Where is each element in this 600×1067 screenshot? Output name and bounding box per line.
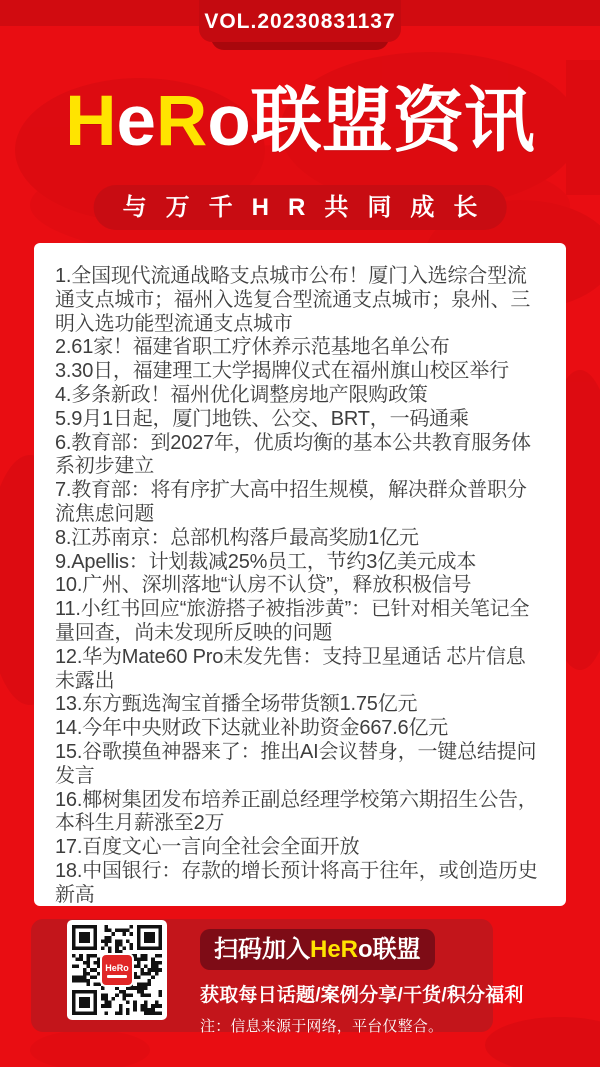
news-item: 15.谷歌摸鱼神器来了：推出AI会议替身，一键总结提问发言 [55,740,537,787]
join-banner-prefix: 扫码加入 [214,936,310,963]
news-item: 6.教育部：到2027年，优质均衡的基本公共教育服务体系初步建立 [55,431,531,478]
news-item: 11.小红书回应“旅游搭子被指涉黄”：已针对相关笔记全量回查，尚未发现所反映的问题 [55,598,530,644]
news-item: 7.教育部：将有序扩大高中招生规模，解决群众普职分流焦虑问题 [55,479,527,525]
news-item: 12.华为Mate60 Pro未发先售：支持卫星通话 芯片信息未露出 [55,645,526,692]
title-letter-h: H [65,82,117,161]
news-item: 18.中国银行：存款的增长预计将高于往年，或创造历史新高 [55,859,538,906]
news-item: 8.江苏南京：总部机构落戶最高奖励1亿元 [55,526,419,549]
news-item: 13.东方甄选淘宝首播全场带货额1.75亿元 [55,693,418,716]
news-item: 14.今年中央财政下达就业补助资金667.6亿元 [55,717,449,740]
news-list [34,243,566,906]
page-title [0,80,600,164]
news-item: 5.9月1日起，厦门地铁、公交、BRT，一码通乘 [55,407,469,430]
volume-badge-group [199,0,401,52]
qr-code-card [67,920,167,1020]
title-cjk: 联盟资讯 [250,82,535,161]
news-item: 10.广州、深圳落地“认房不认贷”，释放积极信号 [55,574,472,597]
news-item: 1.全国现代流通战略支点城市公布！厦门入选综合型流通支点城市；福州入选复合型流通支点城市；泉州、三明入选功能型流通支点城市 [55,265,531,335]
footer-panel [31,919,524,1035]
news-item: 9.Apellis：计划裁减25%员工，节约3亿美元成本 [55,550,477,573]
qr-logo-subline [107,975,127,978]
title-letter-e: e [116,82,157,161]
volume-badge: VOL.20230831137 [199,0,401,42]
news-item: 3.30日，福建理工大学揭牌仪式在福州旗山校区举行 [55,360,509,383]
join-banner-suffix: o联盟 [358,936,421,963]
news-item: 4.多条新政！福州优化调整房地产限购政策 [55,383,428,406]
news-item: 2.61家！福建省职工疗休养示范基地名单公布 [55,336,450,359]
benefits-line: 获取每日话题/案例分享/干货/积分福利 [200,985,524,1006]
disclaimer-note: 注：信息来源于网络，平台仅整合。 [200,1018,444,1035]
qr-center-logo [100,953,134,987]
join-banner [200,929,435,970]
news-item: 17.百度文心一言向全社会全面开放 [55,836,360,859]
subtitle-banner: 与万千HR共同成长 [94,185,507,230]
news-item: 16.椰树集团发布培养正副总经理学校第六期招生公告，本科生月薪涨至2万 [55,788,538,835]
footer-text-column [200,929,524,1036]
title-letter-r: R [156,82,208,161]
title-letter-o: o [207,82,251,161]
join-banner-brand: HeR [310,936,359,963]
qr-logo-label: HeRo [105,962,129,973]
